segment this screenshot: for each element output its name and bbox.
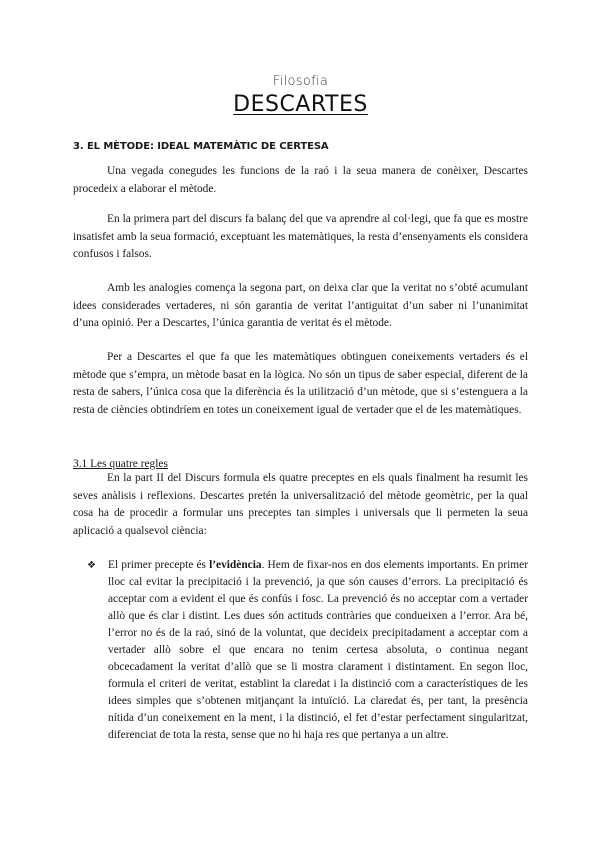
paragraph-4: Per a Descartes el que fa que les matemàtiques obtinguen coneixements vertaders és el mètode que s’empra, un mètode basat en la lògica. No són un tipus de saber especial, diferent de la resta de sabers, l’única cosa que la diferència és la utilització d’un mètode, que si s’estenguera a la resta de ciències obtindríem en totes un coneixement igual de vertader que el de les matemàtiques. [73, 351, 528, 416]
paragraph-2: En la primera part del discurs fa balanç del que va aprendre al col·legi, que fa que es mostre insatisfet amb la seua formació, exceptuant les matemàtiques, la resta d’ensenyaments els considera confusos i falsos. [73, 213, 528, 260]
subject-label: Filosofia [272, 74, 329, 89]
paragraph-1: Una vegada conegudes les funcions de la raó i la seua manera de conèixer, Descartes procedeix a elaborar el mètode. [73, 165, 528, 195]
page-title: DESCARTES [233, 92, 368, 117]
subsection-heading: 3.1 Les quatre regles [73, 458, 168, 470]
bullet-text [108, 557, 528, 744]
subsection-intro: En la part II del Discurs formula els quatre preceptes en els quals finalment ha resumit les seves anàlisis i reflexions. Descartes pretén la universalització del mètode geomètric, per la qual cosa ha de procedir a formular uns preceptes tan simples i universals que li permeten la seua aplicació a qualsevol ciència: [73, 472, 528, 537]
paragraph-3: Amb les analogies comença la segona part, on deixa clar que la veritat no s’obté acumulant idees considerades vertaderes, ni són garantia de veritat l’antiguitat d’un saber ni l’unanimitat d’una opinió. Per a Descartes, l’única garantia de veritat és el mètode. [73, 282, 528, 329]
bullet-bold-term: l’evidència [209, 559, 262, 571]
bullet-rest: . Hem de fixar-nos en dos elements importants. En primer lloc cal evitar la precipitació i la prevenció, ja que són causes d’errors. La precipitació és acceptar com a evident el que és confús i fosc. La prevenció és no acceptar com a vertader allò que és clar i distint. Les dues són actituds contràries que condueixen a l’error. Ara bé, l’error no és de la raó, sinó de la voluntat, que decideix precipitadament a acceptar com a vertader allò sobre el que encara no tenim certesa absoluta, o continua negant obcecadament la veritat d’allò que se li mostra clarament i distintament. En segon lloc, formula el criteri de veritat, establint la claredat i la distinció com a característiques de les idees simples que s’obtenen mitjançant la intuïció. La claredat és, per tant, la presència nítida d’un coneixement en la ment, i la distinció, el fet d’estar perfectament singularitzat, diferenciat de tota la resta, sense que no hi haja res que pertanya a un altre. [108, 559, 529, 741]
bullet-lead: El primer precepte és [108, 559, 210, 571]
diamond-bullet-icon: ❖ [87, 560, 96, 571]
section-heading: 3. EL MÈTODE: IDEAL MATEMÀTIC DE CERTESA [73, 141, 329, 152]
